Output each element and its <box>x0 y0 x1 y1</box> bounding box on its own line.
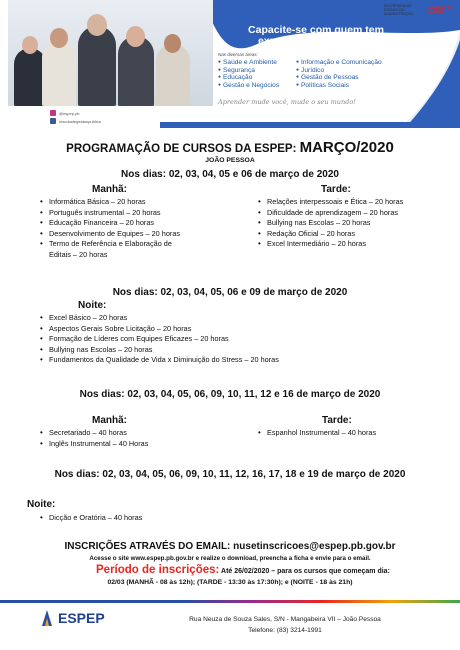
course-item: • Desenvolvimento de Equipes – 20 horas <box>40 229 240 240</box>
block2-night-heading: Noite: <box>78 300 107 311</box>
secretaria-logo: SECRETARIA DE ESTADO DA ADMINISTRAÇÃO <box>384 4 414 16</box>
period-label: Período de inscrições: <box>96 564 220 576</box>
course-item: • Bullying nas Escolas – 20 horas <box>258 218 458 229</box>
course-item: • Relações interpessoais e Ética – 20 horas <box>258 197 458 208</box>
block2-days: Nos dias: 02, 03, 04, 05, 06 e 09 de março de 2020 <box>112 287 348 298</box>
course-item: • Bullying nas Escolas – 20 horas <box>40 345 420 356</box>
course-item: • Inglês Instrumental – 40 Horas <box>40 439 240 450</box>
top-logos <box>384 4 452 16</box>
footer-logo: ESPEP <box>40 608 105 628</box>
footer-phone: Telefone: (83) 3214-1991 <box>248 627 322 634</box>
block3-afternoon-list <box>258 428 458 439</box>
block3-afternoon-heading: Tarde: <box>322 415 352 426</box>
area-item: ● Saúde e Ambiente <box>218 59 296 67</box>
instagram-handle[interactable]: @espep.pb <box>50 110 80 116</box>
course-item: • Excel Intermediário – 20 horas <box>258 239 458 250</box>
course-item: • Termo de Referência e Elaboração de <box>40 239 240 250</box>
area-item: ● Gestão e Negócios <box>218 82 296 90</box>
area-item: ● Informação e Comunicação <box>296 59 416 67</box>
block1-days: Nos dias: 02, 03, 04, 05 e 06 de março de 2020 <box>121 169 339 180</box>
course-item: • Formação de Líderes com Equipes Eficazes – 20 horas <box>40 334 420 345</box>
area-item: ● Políticas Sociais <box>296 82 416 90</box>
government-logo: GOVERNO DA PARAÍBA <box>428 6 452 14</box>
course-item: • Dicção e Oratória – 40 horas <box>40 513 340 524</box>
espep-logo-icon <box>40 608 54 628</box>
block4-night-list <box>40 513 340 524</box>
team-photo <box>8 0 213 106</box>
block1-afternoon-list <box>258 197 458 250</box>
city-label: JOÃO PESSOA <box>205 157 255 164</box>
course-item: • Dificuldade de aprendizagem – 20 horas <box>258 208 458 219</box>
period-text: Até 26/02/2020 – para os cursos que começam dia: <box>221 568 390 575</box>
block2-night-list <box>40 313 420 366</box>
area-item: ● Jurídico <box>296 67 416 75</box>
course-item: • Português instrumental – 20 horas <box>40 208 240 219</box>
area-item: ● Educação <box>218 74 296 82</box>
facebook-handle[interactable]: /escoladegestaopublica <box>50 118 101 124</box>
course-item: • Aspectos Gerais Sobre Licitação – 20 horas <box>40 324 420 335</box>
footer-divider <box>0 600 460 603</box>
period-schedule: 02/03 (MANHÃ - 08 às 12h); (TARDE - 13:30 às 17:30h); e (NOITE - 18 às 21h) <box>107 579 353 586</box>
block3-morning-list <box>40 428 240 449</box>
course-item-continued: Editais – 20 horas <box>49 249 108 259</box>
facebook-icon <box>50 118 56 124</box>
block1-morning-heading: Manhã: <box>92 184 127 195</box>
registration-instructions: Acesse o site www.espep.pb.gov.br e realize o download, preencha a ficha e envie para o email. <box>89 555 371 562</box>
course-item: • Informática Básica – 20 horas <box>40 197 240 208</box>
footer-address: Rua Neuza de Souza Sales, S/N - Mangabeira VII – João Pessoa Telefone: (83) 3214-1991 <box>150 614 420 636</box>
course-item: • Fundamentos da Qualidade de Vida x Diminuição do Stress – 20 horas <box>40 355 420 366</box>
area-item: ● Segurança <box>218 67 296 75</box>
title-month: MARÇO/2020 <box>299 139 394 156</box>
block1-morning-list <box>40 197 240 260</box>
block4-days: Nos dias: 02, 03, 04, 05, 06, 09, 10, 11, 12, 16, 17, 18 e 19 de março de 2020 <box>54 469 406 480</box>
areas-intro: Nas diversas áreas: <box>218 52 258 57</box>
course-item: • Redação Oficial – 20 horas <box>258 229 458 240</box>
areas-list <box>218 59 418 89</box>
page-title: PROGRAMAÇÃO DE CURSOS DA ESPEP: MARÇO/2020 <box>66 139 394 156</box>
registration-period <box>96 564 456 576</box>
block3-morning-heading: Manhã: <box>92 415 127 426</box>
course-item: • Excel Básico – 20 horas <box>40 313 420 324</box>
slogan: Aprender mude você, mude o seu mundo! <box>218 98 356 106</box>
course-item: • Secretariado – 40 horas <box>40 428 240 439</box>
instagram-icon <box>50 110 56 116</box>
tagline: Capacite-se com quem tem experiência no que faz! <box>248 24 384 47</box>
header-banner <box>0 0 460 128</box>
area-item: ● Gestão de Pessoas <box>296 74 416 82</box>
block4-night-heading: Noite: <box>27 499 56 510</box>
registration-email: INSCRIÇÕES ATRAVÉS DO EMAIL: nusetinscricoes@espep.pb.gov.br <box>64 541 396 552</box>
course-item: • Espanhol Instrumental – 40 horas <box>258 428 458 439</box>
course-item: • Educação Financeira – 20 horas <box>40 218 240 229</box>
block3-days: Nos dias: 02, 03, 04, 05, 06, 09, 10, 11, 12 e 16 de março de 2020 <box>79 389 381 400</box>
block1-afternoon-heading: Tarde: <box>321 184 351 195</box>
